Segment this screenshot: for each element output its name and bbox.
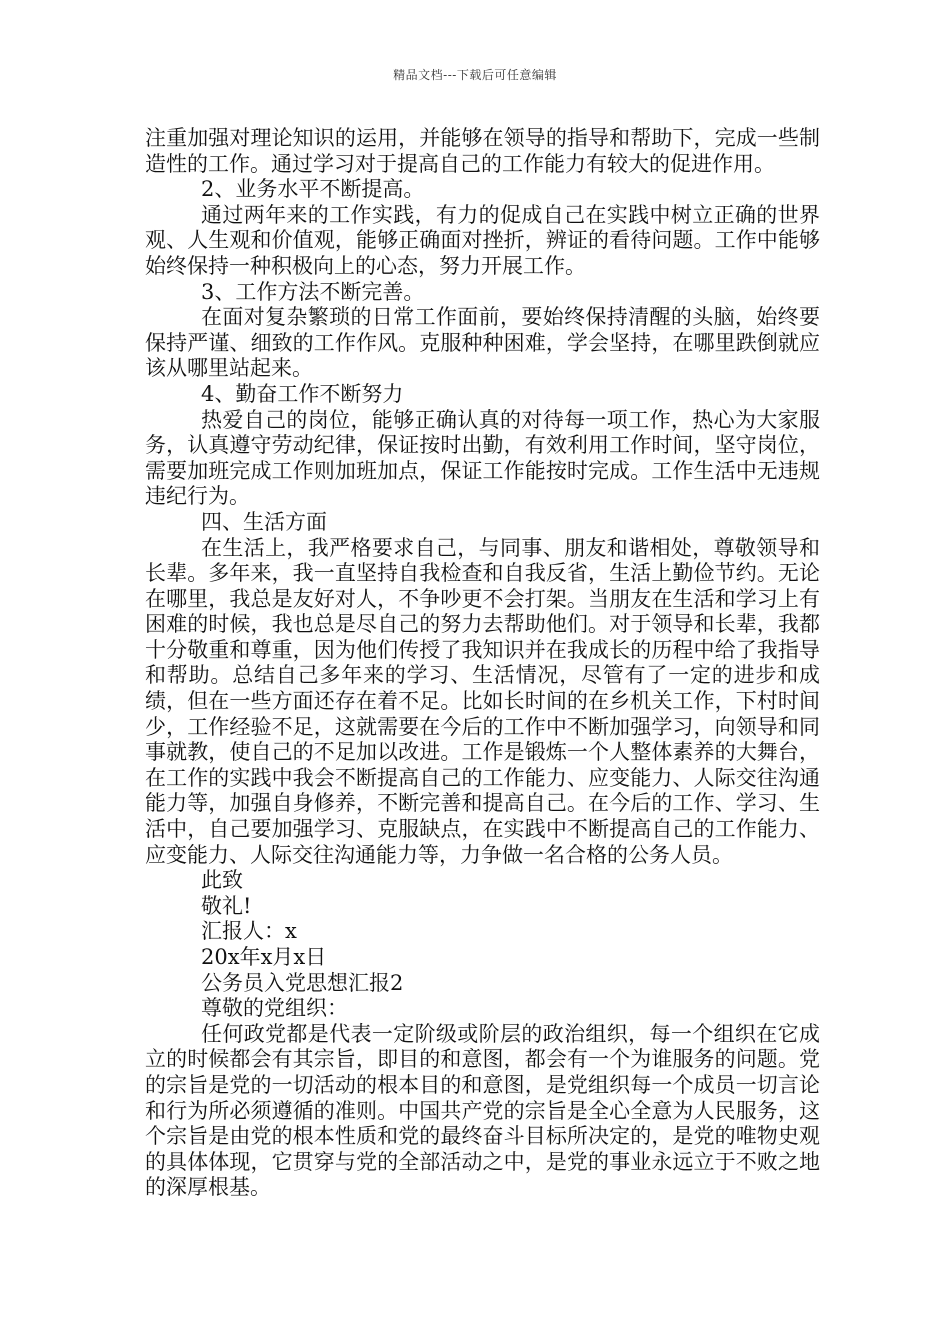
section-heading: 4、勤奋工作不断努力 xyxy=(201,381,404,406)
date-line: 20x年x月x日 xyxy=(201,945,327,969)
paragraph: 在生活上，我严格要求自己，与同事、朋友和谐相处，尊敬领导和长辈。多年来，我一直坚持自我检查和自我反省，生活上勤俭节约。无论在哪里，我总是友好对人，不争吵更不会打架。当朋友在生活和学习上有困难的时候，我也总是尽自己的努力去帮助他们。对于领导和长辈，我都十分敬重和尊重，因为他们传授了我知识并在我成长的历程中给了我指导和帮助。总结自己多年来的学习、生活情况，尽管有了一定的进步和成绩，但在一些方面还存在着不足。比如长时间的在乡机关工作，下村时间少，工作经验不足，这就需要在今后的工作中不断加强学习，向领导和同事就教，使自己的不足加以改进。工作是锻炼一个人整体素养的大舞台，在工作的实践中我会不断提高自己的工作能力、应变能力、人际交往沟通能力等，加强自身修养，不断完善和提高自己。在今后的工作、学习、生活中，自己要加强学习、克服缺点，在实践中不断提高自己的工作能力、应变能力、人际交往沟通能力等，力争做一名合格的公务人员。 xyxy=(145,535,820,867)
section-heading: 2、业务水平不断提高。 xyxy=(201,177,425,202)
reporter-line: 汇报人：x xyxy=(201,919,297,944)
section-heading: 四、生活方面 xyxy=(201,509,327,534)
document-title: 公务员入党思想汇报2 xyxy=(201,970,404,995)
paragraph: 热爱自己的岗位，能够正确认真的对待每一项工作，热心为大家服务，认真遵守劳动纪律，保证按时出勤，有效利用工作时间，坚守岗位，需要加班完成工作则加班加点，保证工作能按时完成。工作生活中无违规违纪行为。 xyxy=(145,407,820,509)
paragraph: 任何政党都是代表一定阶级或阶层的政治组织，每一个组织在它成立的时候都会有其宗旨，即目的和意图，都会有一个为谁服务的问题。党的宗旨是党的一切活动的根本目的和意图，是党组织每一个成员一切言论和行为所必须遵循的准则。中国共产党的宗旨是全心全意为人民服务，这个宗旨是由党的根本性质和党的最终奋斗目标所决定的，是党的唯物史观的具体体现，它贯穿与党的全部活动之中，是党的事业永远立于不败之地的深厚根基。 xyxy=(145,1021,820,1200)
section-heading: 3、工作方法不断完善。 xyxy=(201,279,425,304)
closing-line: 敬礼! xyxy=(201,893,252,918)
paragraph: 通过两年来的工作实践，有力的促成自己在实践中树立正确的世界观、人生观和价值观，能够正确面对挫折，辨证的看待问题。工作中能够始终保持一种积极向上的心态，努力开展工作。 xyxy=(145,202,820,278)
paragraph: 注重加强对理论知识的运用，并能够在领导的指导和帮助下，完成一些制造性的工作。通过学习对于提高自己的工作能力有较大的促进作用。 xyxy=(145,126,820,176)
paragraph: 在面对复杂繁琐的日常工作面前，要始终保持清醒的头脑，始终要保持严谨、细致的工作作风。克服种种困难，学会坚持，在哪里跌倒就应该从哪里站起来。 xyxy=(145,305,820,381)
document-body xyxy=(145,126,820,1201)
closing-line: 此致 xyxy=(201,868,243,893)
salutation: 尊敬的党组织： xyxy=(201,996,348,1021)
page-header: 精品文档---下载后可任意编辑 xyxy=(393,68,557,82)
